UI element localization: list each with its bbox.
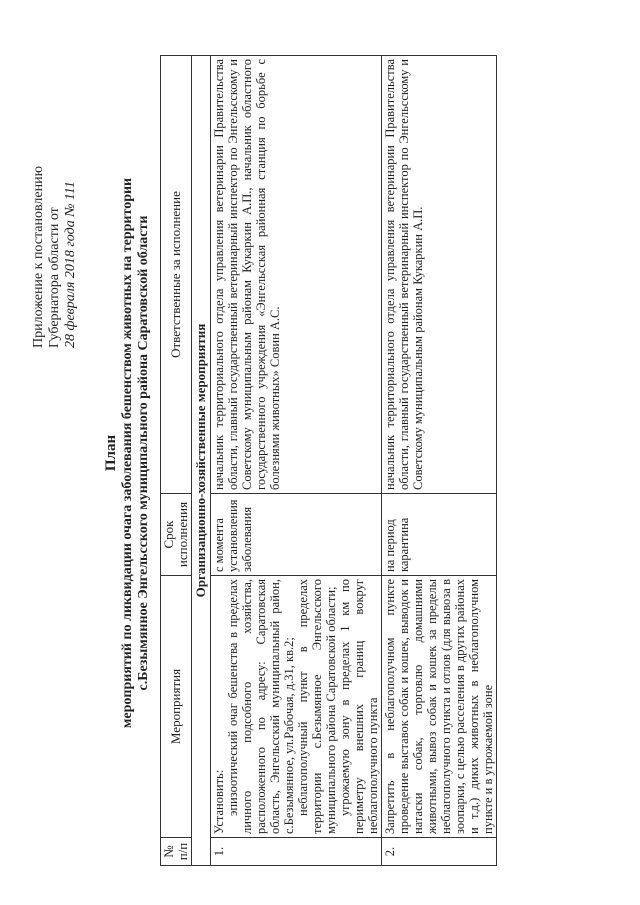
measure-paragraph: эпизоотический очаг бешенства в пределах личного подсобного хозяйства, расположенного по адресу: Саратовская область, Энгельсский муниципальный район, с.Безымянное, ул.Рабочая, д.31, кв.2; xyxy=(226,578,296,834)
header-responsible: Ответственные за исполнение xyxy=(161,55,192,493)
row-responsible: начальник территориального отдела управления ветеринарии Правительства области, главный государственный ветеринарный инспектор по Энгельсскому и Советскому муниципальным районам Кукаркин А.П., начальник областного государственного учреждения «Энгельсская районная станция по борьбе с болезнями животных» Совин А.С. xyxy=(211,55,382,493)
approval-date: 28 февраля 2018 года № 111 xyxy=(63,180,78,348)
approval-line-2: Губернатора области от xyxy=(47,206,62,348)
table-header-row xyxy=(161,55,192,865)
plan-table xyxy=(160,55,497,866)
row-num: 1. xyxy=(211,837,382,865)
header-deadline: Срок исполнения xyxy=(161,493,192,575)
row-deadline: на период карантина xyxy=(382,493,497,575)
approval-block xyxy=(31,48,79,348)
header-num: № п/п xyxy=(161,837,192,865)
row-measures: Запретить в неблагополучном пункте проведение выставок собак и кошек, выводок и натаски собак, торговлю домашними животными, вывоз собак и кошек за пределы неблагополучного пункта и отлов (для вывоза в зоопарки, с целью расселения в других районах и т.д.) диких животных в неблагополучном пункте и в угрожаемой зоне xyxy=(382,575,497,837)
row-measures xyxy=(211,575,382,837)
document-subtitle-2: с.Безымянное Энгельсского муниципального района Саратовской области xyxy=(136,215,151,690)
document-subtitle-1: мероприятий по ликвидации очага заболевания бешенством животных на территории xyxy=(120,177,135,728)
section-row xyxy=(192,55,211,865)
table-row xyxy=(382,55,497,865)
table-row xyxy=(211,55,382,865)
measure-paragraph: неблагополучный пункт в пределах территории с.Безымянное Энгельсского муниципального района Саратовской области; xyxy=(296,578,338,834)
header-measures: Мероприятия xyxy=(161,575,192,837)
measure-intro: Установить: xyxy=(212,769,226,834)
row-num: 2. xyxy=(382,837,497,865)
measure-paragraph: угрожаемую зону в пределах 1 км по периметру внешних границ вокруг неблагополучного пункта xyxy=(338,578,380,834)
row-responsible: начальник территориального отдела управления ветеринарии Правительства области, главный государственный ветеринарный инспектор по Энгельсскому и Советскому муниципальным районам Кукаркин А.П. xyxy=(382,55,497,493)
document-title: План xyxy=(103,434,119,471)
approval-line-1: Приложение к постановлению xyxy=(31,165,46,348)
row-deadline: с момента установления заболевания xyxy=(211,493,382,575)
section-title: Организационно-хозяйственные мероприятия xyxy=(192,55,211,865)
rotated-content xyxy=(25,28,615,878)
